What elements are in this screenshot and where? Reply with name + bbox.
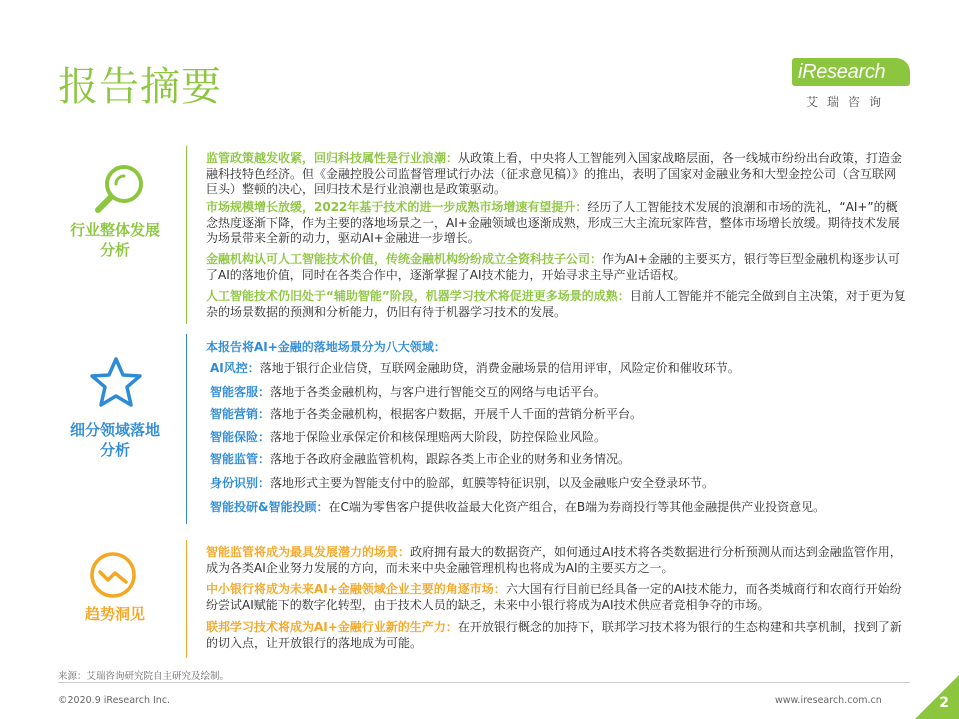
paragraph-body: 在开放银行概念的加持下，联邦学习技术将为银行的生态构建和共享机制，找到了新的切入点，让开放银行的落地成为可能。 [206, 620, 902, 650]
page-number: 2 [939, 695, 949, 711]
paragraph-heading: 中小银行将成为未来AI+金融领域企业主要的角逐市场： [206, 582, 506, 596]
paragraph-body: 从政策上看，中央将人工智能列入国家战略层面，各一线城市纷纷出台政策，打造金融科技特色经济。但《金融控股公司监督管理试行办法（征求意见稿）》的推出，表明了国家对金融业务和大型金控公司（含互联网巨头）整顿的决心，回归技术是行业浪潮也是政策驱动。 [206, 151, 903, 197]
section-label-line: 行业整体发展 [69, 221, 160, 239]
footer-divider [58, 682, 910, 683]
section-label-industry [50, 220, 180, 260]
section-divider [186, 540, 187, 658]
list-item-heading: AI风控： [210, 361, 260, 375]
list-item-heading: 智能保险： [210, 430, 271, 444]
paragraph-heading: 智能监管将成为最具发展潜力的场景： [206, 545, 411, 559]
magnifier-icon [90, 160, 150, 220]
paragraph-heading: 市场规模增长放缓，2022年基于技术的进一步成熟市场增速有望提升： [206, 200, 588, 214]
list-item-body: 在C端为零售客户提供收益最大化资产组合，在B端为券商投行等其他金融提供产业投资意见。 [328, 500, 826, 514]
page-title: 报告摘要 [58, 64, 222, 110]
paragraph [206, 200, 906, 247]
iresearch-logo [792, 58, 912, 116]
paragraph-heading: 金融机构认可人工智能技术价值，传统金融机构纷纷成立全资科技子公司： [206, 252, 603, 266]
section-label-line: 分析 [99, 241, 130, 259]
paragraph [206, 252, 906, 283]
paragraph-heading: 人工智能技术仍旧处于“辅助智能”阶段，机器学习技术将促进更多场景的成熟： [206, 289, 630, 303]
list-item-heading: 智能营销： [210, 407, 271, 421]
list-item-body: 落地形式主要为智能支付中的脸部，虹膜等特征识别，以及金融账户安全登录环节。 [270, 476, 715, 490]
section-divider [186, 146, 187, 324]
paragraph [206, 620, 906, 651]
section-divider [186, 334, 187, 524]
trend-icon [88, 550, 138, 600]
paragraph-heading: 联邦学习技术将成为AI+金融行业新的生产力： [206, 620, 458, 634]
website-url: www.iresearch.com.cn [775, 695, 882, 706]
paragraph-heading: 监管政策越发收紧，回归科技属性是行业浪潮： [206, 151, 459, 165]
list-item-body: 落地于银行企业信贷，互联网金融助贷，消费金融场景的信用评审，风险定价和催收环节。 [259, 361, 740, 375]
section-label-trend [50, 604, 180, 624]
section-label-line: 分析 [99, 441, 130, 459]
paragraph-body: 经历了人工智能技术发展的浪潮和市场的洗礼，“AI+”的概念热度逐渐下降，作为主要的落地场景之一，AI+金融领域也逐渐成熟，形成三大主流玩家阵营，整体市场增长放缓。期待技术发展为场景带来全新的动力，驱动AI+金融进一步增长。 [206, 200, 900, 246]
list-item-heading: 智能投研&智能投顾： [210, 500, 329, 514]
paragraph-body: 政府拥有最大的数据资产，如何通过AI技术将各类数据进行分析预测从而达到金融监管作用，成为各类AI企业努力发展的方向，而未来中央金融管理机构也将成为AI的主要买方之一。 [206, 545, 902, 575]
paragraph-body: 目前人工智能并不能完全做到自主决策，对于更为复杂的场景数据的预测和分析能力，仍旧有待于机器学习技术的发展。 [206, 289, 906, 319]
paragraph [206, 545, 906, 576]
list-item-body: 落地于各类金融机构，根据客户数据，开展千人千面的营销分析平台。 [270, 407, 643, 421]
section-label-subfield [50, 420, 180, 460]
list-item-body: 落地于各类金融机构，与客户进行智能交互的网络与电话平台。 [270, 385, 607, 399]
intro-heading: 本报告将AI+金融的落地场景分为八大领域： [206, 340, 446, 354]
star-icon [88, 355, 144, 411]
list-item-heading: 智能监管： [210, 452, 271, 466]
list-item [210, 407, 910, 423]
logo-subtitle: 艾瑞咨询 [806, 95, 891, 109]
section-label-line: 细分领域落地 [69, 421, 160, 439]
paragraph [206, 582, 906, 613]
list-item [210, 452, 910, 468]
list-item-heading: 智能客服： [210, 385, 271, 399]
paragraph-body: 作为AI+金融的主要买方，银行等巨型金融机构逐步认可了AI的落地价值，同时在各类合作中，逐渐掌握了AI技术能力，开始寻求主导产业话语权。 [206, 252, 900, 282]
list-item-heading: 身份识别： [210, 476, 271, 490]
paragraph [206, 289, 906, 320]
source-note: 来源：艾瑞咨询研究院自主研究及绘制。 [58, 671, 230, 682]
page-corner [915, 675, 959, 719]
list-item [210, 500, 910, 516]
list-item-body: 落地于各政府金融监管机构，跟踪各类上市企业的财务和业务情况。 [270, 452, 631, 466]
logo-badge [792, 58, 910, 86]
logo-text: iResearch [798, 61, 886, 83]
list-item [210, 361, 910, 377]
paragraph-body: 六大国有行目前已经具备一定的AI技术能力，而各类城商行和农商行开始纷纷尝试AI赋能下的数字化转型，由于技术人员的缺乏，未来中小银行将成为AI技术供应者竞相争夺的市场。 [206, 582, 902, 612]
copyright: ©2020.9 iResearch Inc. [58, 695, 171, 706]
list-item [210, 430, 910, 446]
list-item [210, 385, 910, 401]
paragraph [206, 151, 906, 198]
list-item [210, 476, 910, 492]
list-item-body: 落地于保险业承保定价和核保理赔两大阶段，防控保险业风险。 [270, 430, 607, 444]
section-label-line: 趋势洞见 [84, 605, 145, 623]
intro-text [206, 340, 906, 356]
